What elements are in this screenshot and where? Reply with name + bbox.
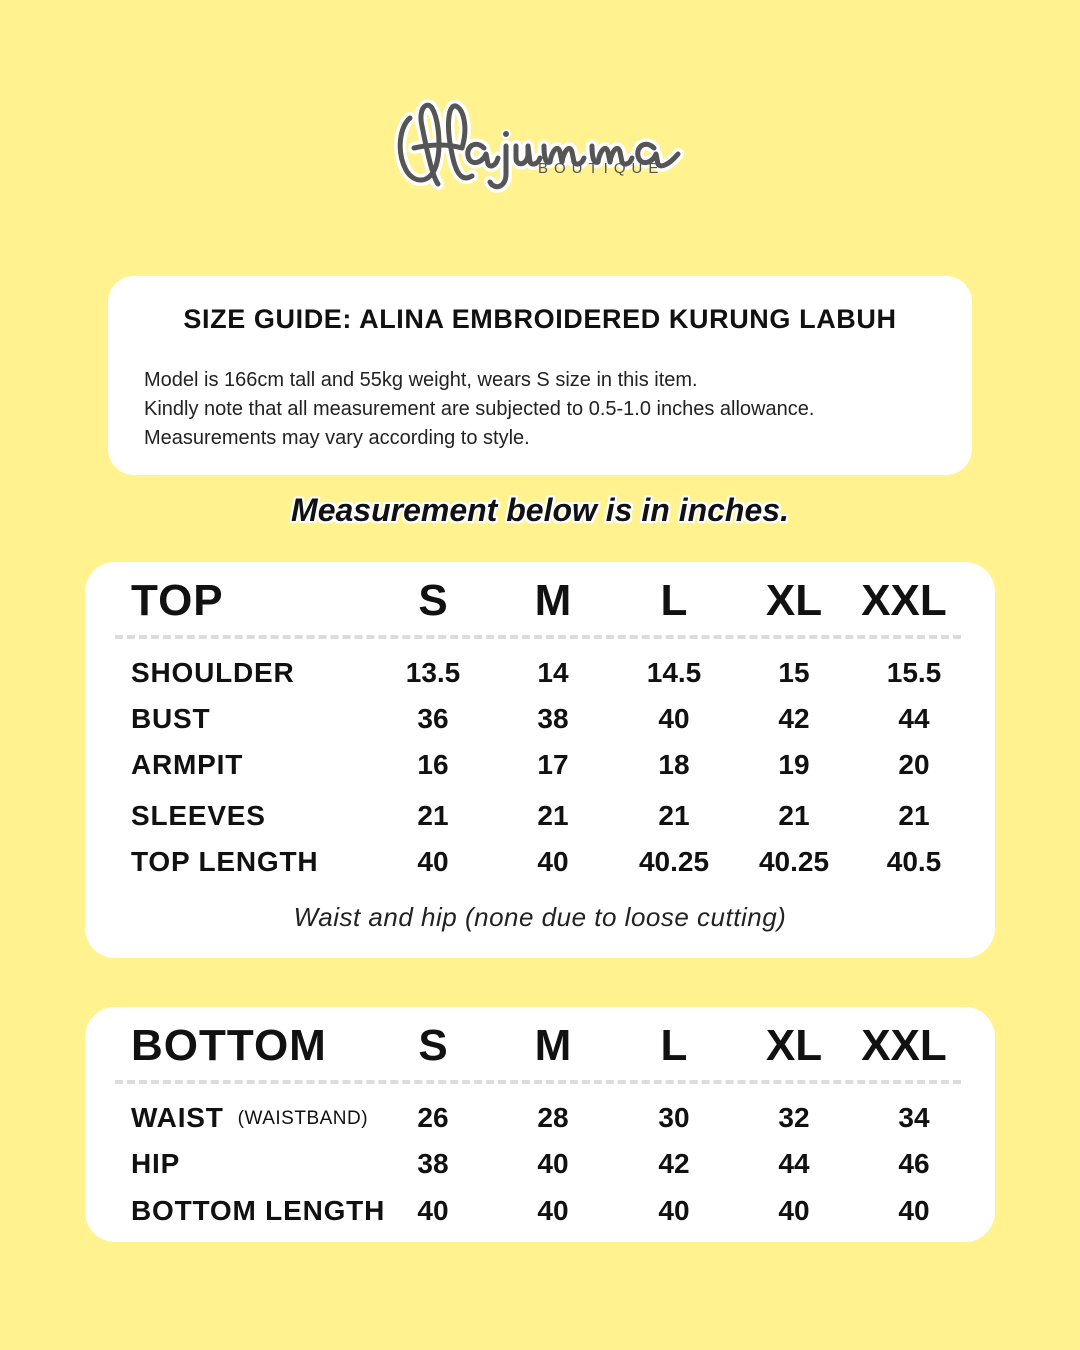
size-header-s: S [418, 576, 448, 625]
row-label-hip: HIP [131, 1148, 181, 1179]
row-label-shoulder: SHOULDER [131, 657, 295, 688]
table-cell: 42 [778, 703, 810, 734]
size-header-l: L [660, 1021, 688, 1070]
table-cell: 14 [537, 657, 569, 688]
table-cell: 40 [778, 1195, 810, 1226]
note-allowance: Kindly note that all measurement are subjected to 0.5-1.0 inches allowance. [144, 398, 815, 420]
table-cell: 42 [658, 1148, 690, 1179]
table-cell: 14.5 [646, 657, 702, 688]
bottom-header-divider [115, 1080, 961, 1084]
table-cell: 21 [537, 800, 569, 831]
table-cell: 18 [658, 749, 690, 780]
table-cell: 20 [898, 749, 930, 780]
table-cell: 46 [898, 1148, 930, 1179]
table-cell: 40.25 [638, 846, 710, 877]
row-label-waist [131, 1102, 368, 1134]
table-cell: 40 [658, 1195, 690, 1226]
size-guide-notes [144, 366, 814, 453]
table-cell: 38 [537, 703, 569, 734]
bottom-table-title: BOTTOM [131, 1021, 327, 1070]
table-cell: 44 [898, 703, 930, 734]
table-cell: 40 [658, 703, 690, 734]
table-cell: 36 [417, 703, 449, 734]
table-cell: 38 [417, 1148, 449, 1179]
hajuma-script-logo [392, 96, 692, 196]
table-cell: 17 [537, 749, 569, 780]
table-cell: 19 [778, 749, 810, 780]
table-cell: 15.5 [886, 657, 942, 688]
size-header-m: M [534, 1021, 572, 1070]
row-label-armpit: ARMPIT [131, 749, 244, 780]
row-label-bust: BUST [131, 703, 211, 734]
size-header-s: S [418, 1021, 448, 1070]
table-cell: 34 [898, 1102, 930, 1133]
table-cell: 40.5 [886, 846, 942, 877]
table-cell: 32 [778, 1102, 810, 1133]
top-size-table [85, 562, 995, 958]
table-cell: 40 [537, 1195, 569, 1226]
table-cell: 40 [537, 1148, 569, 1179]
bottom-size-table [85, 1007, 995, 1242]
table-cell: 40.25 [758, 846, 830, 877]
size-header-xl: XL [765, 1021, 823, 1070]
brand-subtitle: BOUTIQUE [538, 160, 665, 177]
unit-note: Measurement below is in inches. [291, 492, 789, 528]
brand-logo [392, 96, 692, 196]
note-model: Model is 166cm tall and 55kg weight, wears S size in this item. [144, 369, 698, 391]
top-table-title: TOP [131, 576, 224, 625]
size-header-xl: XL [765, 576, 823, 625]
row-label-bottom-length: BOTTOM LENGTH [131, 1195, 386, 1226]
table-cell: 40 [417, 1195, 449, 1226]
table-cell: 21 [658, 800, 690, 831]
size-header-l: L [660, 576, 688, 625]
row-label-top-length: TOP LENGTH [131, 846, 319, 877]
table-cell: 21 [778, 800, 810, 831]
table-cell: 21 [417, 800, 449, 831]
size-header-m: M [534, 576, 572, 625]
row-label-waist-text: WAIST [131, 1102, 224, 1133]
table-cell: 16 [417, 749, 449, 780]
row-sublabel-waistband: (WAISTBAND) [237, 1108, 369, 1129]
table-cell: 40 [898, 1195, 930, 1226]
size-header-xxl: XXL [861, 1021, 947, 1070]
table-cell: 40 [537, 846, 569, 877]
table-cell: 26 [417, 1102, 449, 1133]
note-variance: Measurements may vary according to style. [144, 427, 530, 449]
table-cell: 15 [778, 657, 810, 688]
table-cell: 40 [417, 846, 449, 877]
size-guide-intro-card [108, 276, 972, 475]
table-cell: 28 [537, 1102, 569, 1133]
size-header-xxl: XXL [861, 576, 947, 625]
table-cell: 30 [658, 1102, 690, 1133]
top-table-footnote: Waist and hip (none due to loose cutting) [293, 902, 787, 932]
size-guide-title: SIZE GUIDE: ALINA EMBROIDERED KURUNG LABUH [183, 304, 897, 334]
table-cell: 13.5 [405, 657, 461, 688]
row-label-sleeves: SLEEVES [131, 800, 266, 831]
table-cell: 44 [778, 1148, 810, 1179]
top-header-divider [115, 635, 961, 639]
table-cell: 21 [898, 800, 930, 831]
